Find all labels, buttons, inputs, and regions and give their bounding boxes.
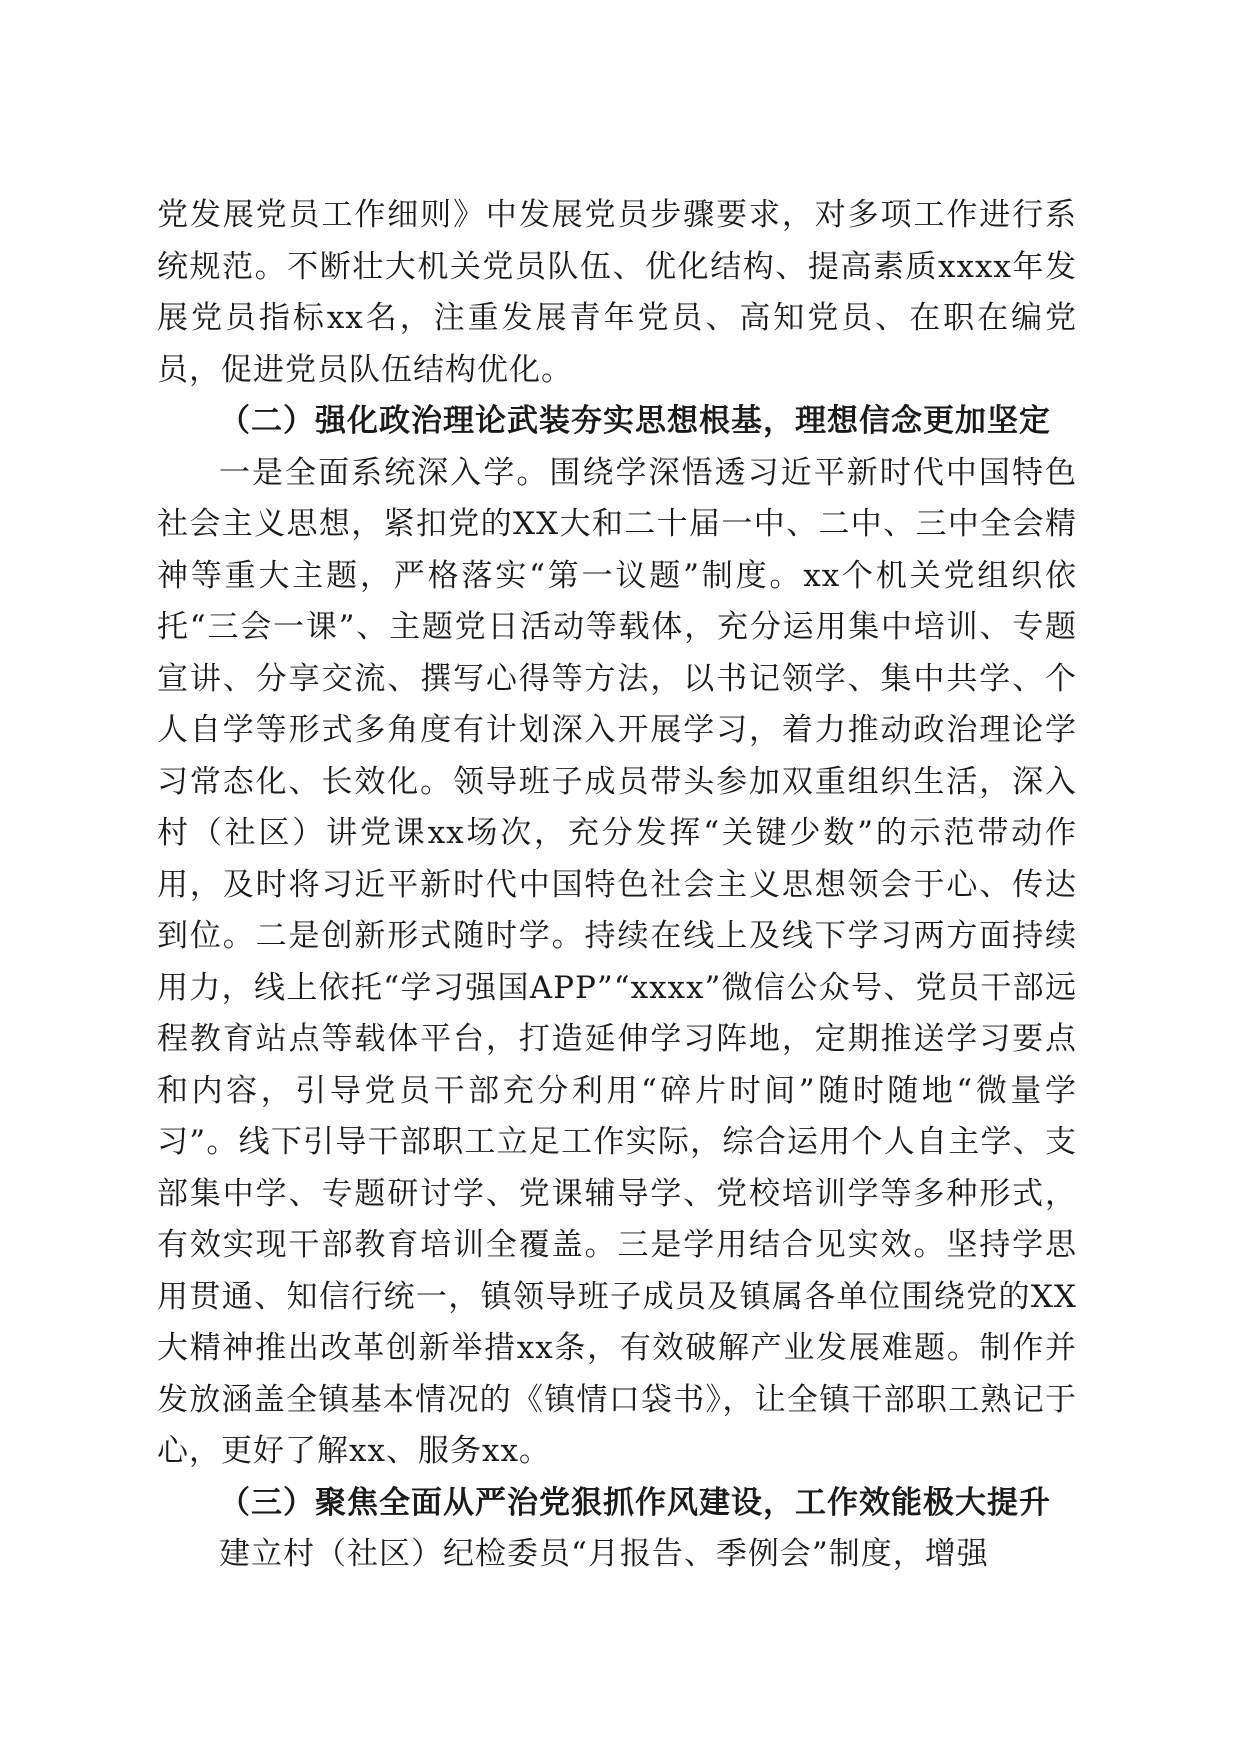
section-heading-2: （二）强化政治理论武装夯实思想根基，理想信念更加坚定 xyxy=(219,403,1051,439)
section-heading-3: （三）聚焦全面从严治党狠抓作风建设，工作效能极大提升 xyxy=(219,1484,1051,1521)
document-page xyxy=(157,190,1077,1581)
intro-paragraph: 党发展党员工作细则》中发展党员步骤要求，对多项工作进行系统规范。不断壮大机关党员队伍、优化结构、提高素质xxxx年发展党员指标xx名，注重发展青年党员、高知党员、在职在编党员，促进党员队伍结构优化。 xyxy=(157,197,1077,388)
section-3-paragraph: 建立村（社区）纪检委员“月报告、季例会”制度，增强 xyxy=(219,1536,989,1572)
section-2-paragraph: 一是全面系统深入学。围绕学深悟透习近平新时代中国特色社会主义思想，紧扣党的XX大和二十届一中、二中、三中全会精神等重大主题，严格落实“第一议题”制度。xx个机关党组织依托“三会一课”、主题党日活动等载体，充分运用集中培训、专题宣讲、分享交流、撰写心得等方法，以书记领学、集中共学、个人自学等形式多角度有计划深入开展学习，着力推动政治理论学习常态化、长效化。领导班子成员带头参加双重组织生活，深入村（社区）讲党课xx场次，充分发挥“关键少数”的示范带动作用，及时将习近平新时代中国特色社会主义思想领会于心、传达到位。二是创新形式随时学。持续在线上及线下学习两方面持续用力，线上依托“学习强国APP”“xxxx”微信公众号、党员干部远程教育站点等载体平台，打造延伸学习阵地，定期推送学习要点和内容，引导党员干部充分利用“碎片时间”随时随地“微量学习”。线下引导干部职工立足工作实际，综合运用个人自主学、支部集中学、专题研讨学、党课辅导学、党校培训学等多种形式，有效实现干部教育培训全覆盖。三是学用结合见实效。坚持学思用贯通、知信行统一，镇领导班子成员及镇属各单位围绕党的XX大精神推出改革创新举措xx条，有效破解产业发展难题。制作并发放涵盖全镇基本情况的《镇情口袋书》，让全镇干部职工熟记于心，更好了解xx、服务xx。 xyxy=(157,454,1077,1469)
